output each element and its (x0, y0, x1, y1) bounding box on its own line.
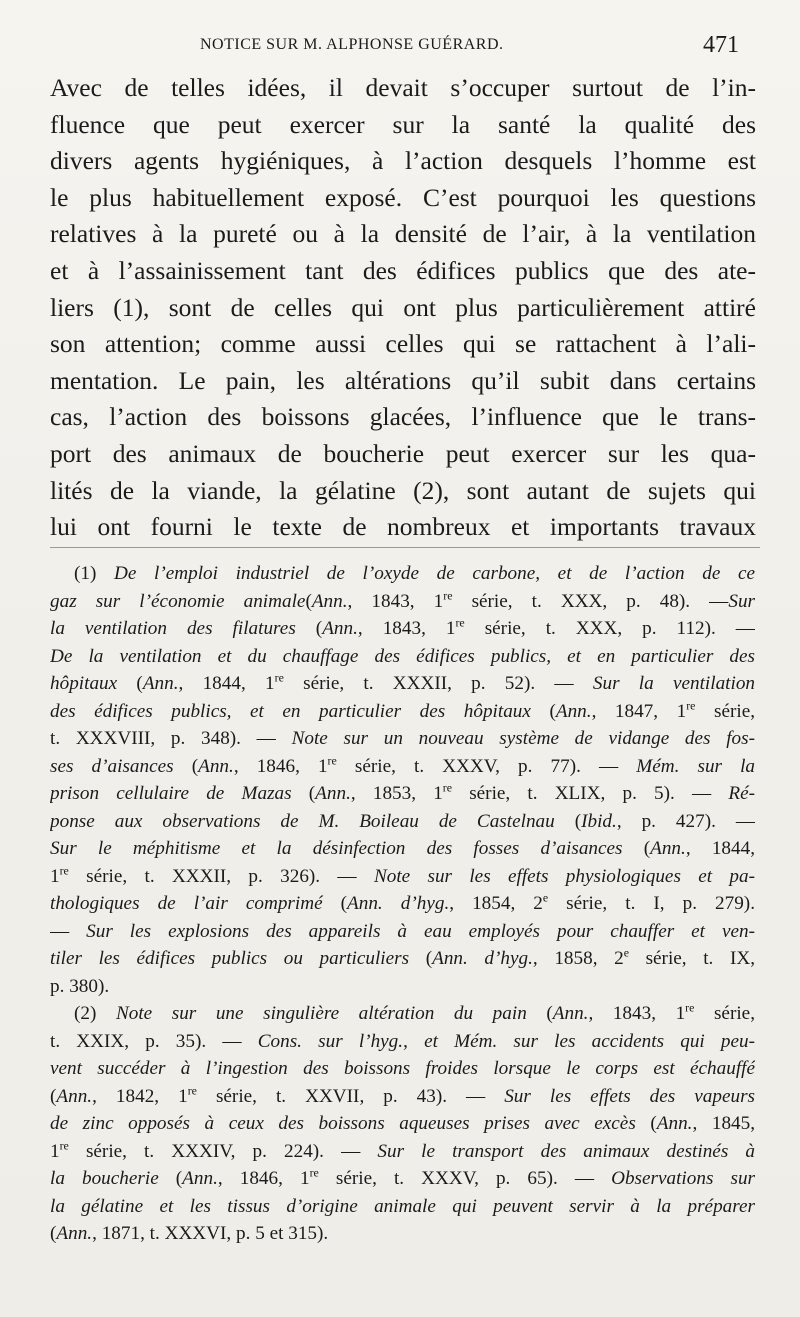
body-line: port des animaux de boucherie peut exercer sur les qua- (50, 438, 756, 468)
footnote-line: la ventilation des filatures (Ann., 1843, 1re série, t. XXX, p. 112). — (50, 615, 755, 639)
footnote-line: hôpitaux (Ann., 1844, 1re série, t. XXXII, p. 52). — Sur la ventilation (50, 670, 755, 694)
footnote-line: p. 380). (50, 975, 110, 997)
body-line: et à l’assainissement tant des édifices publics que des ate- (50, 255, 756, 285)
footnote-line: (Ann., 1871, t. XXXVI, p. 5 et 315). (50, 1223, 329, 1244)
footnote-line: thologiques de l’air comprimé (Ann. d’hyg., 1854, 2e série, t. I, p. 279). (50, 890, 755, 914)
footnote-line: (1) De l’emploi industriel de l’oxyde de carbone, et de l’action de ce (74, 563, 755, 584)
footnote-separator (50, 547, 760, 548)
body-text (50, 70, 756, 546)
footnote-line: — Sur les explosions des appareils à eau employés pour chauffer et ven- (50, 920, 755, 942)
body-line: mentation. Le pain, les altérations qu’il subit dans certains (50, 365, 756, 395)
footnote-line: t. XXIX, p. 35). — Cons. sur l’hyg., et Mém. sur les accidents qui peu- (50, 1030, 755, 1052)
footnote-line: prison cellulaire de Mazas (Ann., 1853, 1re série, t. XLIX, p. 5). — Ré- (50, 780, 755, 804)
footnote-line: t. XXXVIII, p. 348). — Note sur un nouveau système de vidange des fos- (50, 728, 755, 749)
body-line: Avec de telles idées, il devait s’occuper surtout de l’in- (50, 73, 756, 102)
footnote-line: ses d’aisances (Ann., 1846, 1re série, t. XXXV, p. 77). — Mém. sur la (50, 753, 755, 777)
body-line: relatives à la pureté ou à la densité de l’air, à la ventilation (50, 219, 756, 249)
footnote-line: De la ventilation et du chauffage des édifices publics, et en particulier des (50, 645, 755, 667)
footnote-line: la boucherie (Ann., 1846, 1re série, t. XXXV, p. 65). — Observations sur (50, 1165, 755, 1189)
footnote-line: vent succéder à l’ingestion des boissons froides lorsque le corps est échauffé (50, 1058, 755, 1079)
body-line: cas, l’action des boissons glacées, l’influence que le trans- (50, 402, 756, 432)
footnote-line: la gélatine et les tissus d’origine animale qui peuvent servir à la préparer (50, 1195, 755, 1217)
footnote-line: gaz sur l’économie animale(Ann., 1843, 1re série, t. XXX, p. 48). —Sur (50, 588, 755, 612)
footnote-line: 1re série, t. XXXIV, p. 224). — Sur le transport des animaux destinés à (50, 1138, 755, 1162)
footnote-line: 1re série, t. XXXII, p. 326). — Note sur les effets physiologiques et pa- (50, 863, 755, 887)
running-head: NOTICE SUR M. ALPHONSE GUÉRARD. (200, 36, 504, 53)
body-line: divers agents hygiéniques, à l’action desquels l’homme est (50, 146, 756, 176)
body-line: le plus habituellement exposé. C’est pourquoi les questions (50, 182, 756, 212)
body-line: liers (1), sont de celles qui ont plus particulièrement attiré (50, 292, 756, 322)
page-number: 471 (703, 32, 739, 58)
footnote-line: (2) Note sur une singulière altération du pain (Ann., 1843, 1re série, (74, 1000, 755, 1024)
footnote-line: tiler les édifices publics ou particuliers (Ann. d’hyg., 1858, 2e série, t. IX, (50, 945, 755, 969)
body-line: son attention; comme aussi celles qui se rattachent à l’ali- (50, 329, 756, 359)
footnote-line: Sur le méphitisme et la désinfection des fosses d’aisances (Ann., 1844, (50, 838, 755, 859)
footnotes (50, 560, 755, 1248)
footnote-line: de zinc opposés à ceux des boissons aqueuses prises avec excès (Ann., 1845, (50, 1113, 755, 1134)
body-line: lui ont fourni le texte de nombreux et importants travaux (50, 512, 756, 542)
footnote-line: (Ann., 1842, 1re série, t. XXVII, p. 43). — Sur les effets des vapeurs (50, 1083, 755, 1107)
body-line: lités de la viande, la gélatine (2), sont autant de sujets qui (50, 475, 756, 505)
body-line: fluence que peut exercer sur la santé la qualité des (50, 109, 756, 139)
footnote-line: des édifices publics, et en particulier des hôpitaux (Ann., 1847, 1re série, (50, 698, 755, 722)
footnote-line: ponse aux observations de M. Boileau de Castelnau (Ibid., p. 427). — (50, 810, 755, 832)
page-header (0, 30, 800, 66)
